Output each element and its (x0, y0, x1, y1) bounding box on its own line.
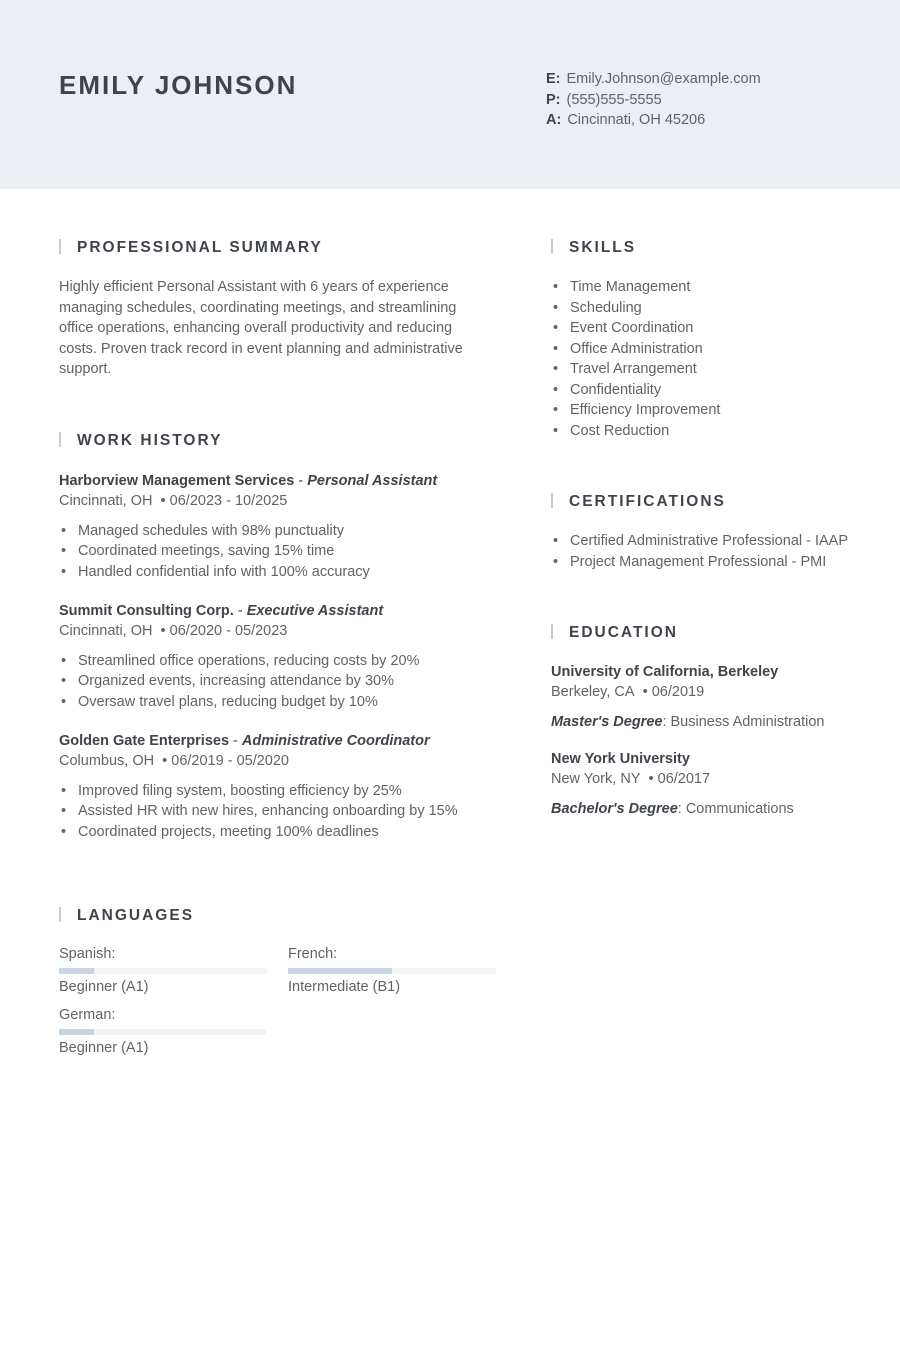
contact-phone (546, 90, 761, 111)
proficiency-fill (59, 968, 94, 974)
list-item: • Project Management Professional - PMI (551, 552, 871, 573)
section-marker (551, 493, 553, 508)
professional-summary-section (59, 238, 479, 380)
section-marker (551, 239, 553, 254)
section-title: SKILLS (551, 238, 871, 258)
contact-label: P: (546, 91, 561, 108)
work-history-section (59, 431, 499, 851)
list-item: • Coordinated projects, meeting 100% deadlines (59, 822, 458, 843)
education-entry (551, 662, 824, 732)
proficiency-bar (59, 1029, 267, 1035)
section-marker (59, 432, 61, 447)
language-item (59, 944, 267, 997)
education-meta: New York, NY • 06/2017 (551, 771, 711, 787)
section-title: WORK HISTORY (59, 431, 499, 451)
proficiency-bar (288, 968, 496, 974)
job-role: Personal Assistant (307, 473, 438, 489)
language-name: German: (59, 1007, 116, 1023)
job-title: Golden Gate Enterprises - Administrative Coordinator (59, 733, 430, 749)
phone-value: (555)555-5555 (566, 91, 662, 108)
section-title: LANGUAGES (59, 906, 499, 926)
list-item: • Certified Administrative Professional - IAAP (551, 531, 871, 552)
job-bullets (59, 781, 458, 843)
list-item: • Efficiency Improvement (551, 400, 871, 421)
skills-section (551, 238, 871, 441)
education-section (551, 623, 871, 823)
proficiency-fill (59, 1029, 94, 1035)
job-title: Summit Consulting Corp. - Executive Assistant (59, 603, 384, 619)
job-entry (59, 471, 437, 582)
list-item: • Cost Reduction (551, 421, 871, 442)
job-entry (59, 601, 419, 712)
list-item: • Scheduling (551, 298, 871, 319)
list-item: • Travel Arrangement (551, 359, 871, 380)
candidate-name: EMILY JOHNSON (59, 70, 298, 100)
job-meta: Columbus, OH • 06/2019 - 05/2020 (59, 753, 289, 769)
list-item: • Office Administration (551, 339, 871, 360)
list-item: • Managed schedules with 98% punctuality (59, 521, 437, 542)
company-name: Summit Consulting Corp. (59, 603, 234, 619)
list-item: • Time Management (551, 277, 871, 298)
list-item: • Coordinated meetings, saving 15% time (59, 541, 437, 562)
company-name: Golden Gate Enterprises (59, 733, 230, 749)
education-entry (551, 749, 794, 819)
degree-type: Master's Degree (551, 713, 663, 730)
job-meta: Cincinnati, OH • 06/2023 - 10/2025 (59, 493, 288, 509)
list-item: • Handled confidential info with 100% accuracy (59, 562, 437, 583)
section-title: EDUCATION (551, 623, 871, 643)
contact-address (546, 110, 761, 131)
language-level: Intermediate (B1) (288, 979, 401, 995)
summary-text: Highly efficient Personal Assistant with 6 years of experience managing schedules, coordinating meetings, and streamlining office operations, enhancing overall productivity and reducing costs. Proven track record in event planning and administrative support. (59, 279, 463, 377)
job-role: Administrative Coordinator (241, 733, 430, 749)
contact-email (546, 69, 761, 90)
list-item: • Event Coordination (551, 318, 871, 339)
certifications-list (551, 531, 871, 572)
section-marker (59, 907, 61, 922)
header-band (0, 0, 900, 189)
job-entry (59, 731, 458, 842)
list-item: • Streamlined office operations, reducing costs by 20% (59, 651, 419, 672)
education-meta: Berkeley, CA • 06/2019 (551, 684, 705, 700)
language-item (59, 1005, 267, 1058)
contact-label: A: (546, 112, 562, 128)
section-marker (59, 239, 61, 254)
degree-field: : Communications (677, 800, 794, 817)
language-name: Spanish: (59, 946, 116, 962)
address-value: Cincinnati, OH 45206 (567, 112, 706, 128)
degree (551, 712, 824, 732)
list-item: • Organized events, increasing attendance by 30% (59, 671, 419, 692)
company-name: Harborview Management Services (59, 473, 295, 489)
job-bullets (59, 521, 437, 583)
job-meta: Cincinnati, OH • 06/2020 - 05/2023 (59, 623, 288, 639)
list-item: • Confidentiality (551, 380, 871, 401)
language-level: Beginner (A1) (59, 1040, 149, 1056)
language-level: Beginner (A1) (59, 979, 149, 995)
degree-field: : Business Administration (662, 713, 825, 730)
section-title: CERTIFICATIONS (551, 492, 871, 512)
list-item: • Assisted HR with new hires, enhancing onboarding by 15% (59, 801, 458, 822)
languages-section (59, 906, 499, 1066)
school-name: New York University (551, 751, 690, 767)
language-item (288, 944, 496, 997)
job-title: Harborview Management Services - Personal Assistant (59, 473, 438, 489)
school-name: University of California, Berkeley (551, 664, 779, 680)
contact-label: E: (546, 71, 561, 87)
degree (551, 799, 794, 819)
email-value: Emily.Johnson@example.com (566, 71, 761, 87)
skills-list (551, 277, 871, 441)
list-item: • Improved filing system, boosting efficiency by 25% (59, 781, 458, 802)
language-name: French: (288, 946, 338, 962)
list-item: • Oversaw travel plans, reducing budget by 10% (59, 692, 419, 713)
job-role: Executive Assistant (246, 603, 384, 619)
certifications-section (551, 492, 871, 572)
proficiency-bar (59, 968, 267, 974)
section-title: PROFESSIONAL SUMMARY (59, 238, 479, 258)
degree-type: Bachelor's Degree (551, 800, 678, 817)
section-marker (551, 624, 553, 639)
contact-block (546, 69, 761, 131)
proficiency-fill (288, 968, 392, 974)
job-bullets (59, 651, 419, 713)
